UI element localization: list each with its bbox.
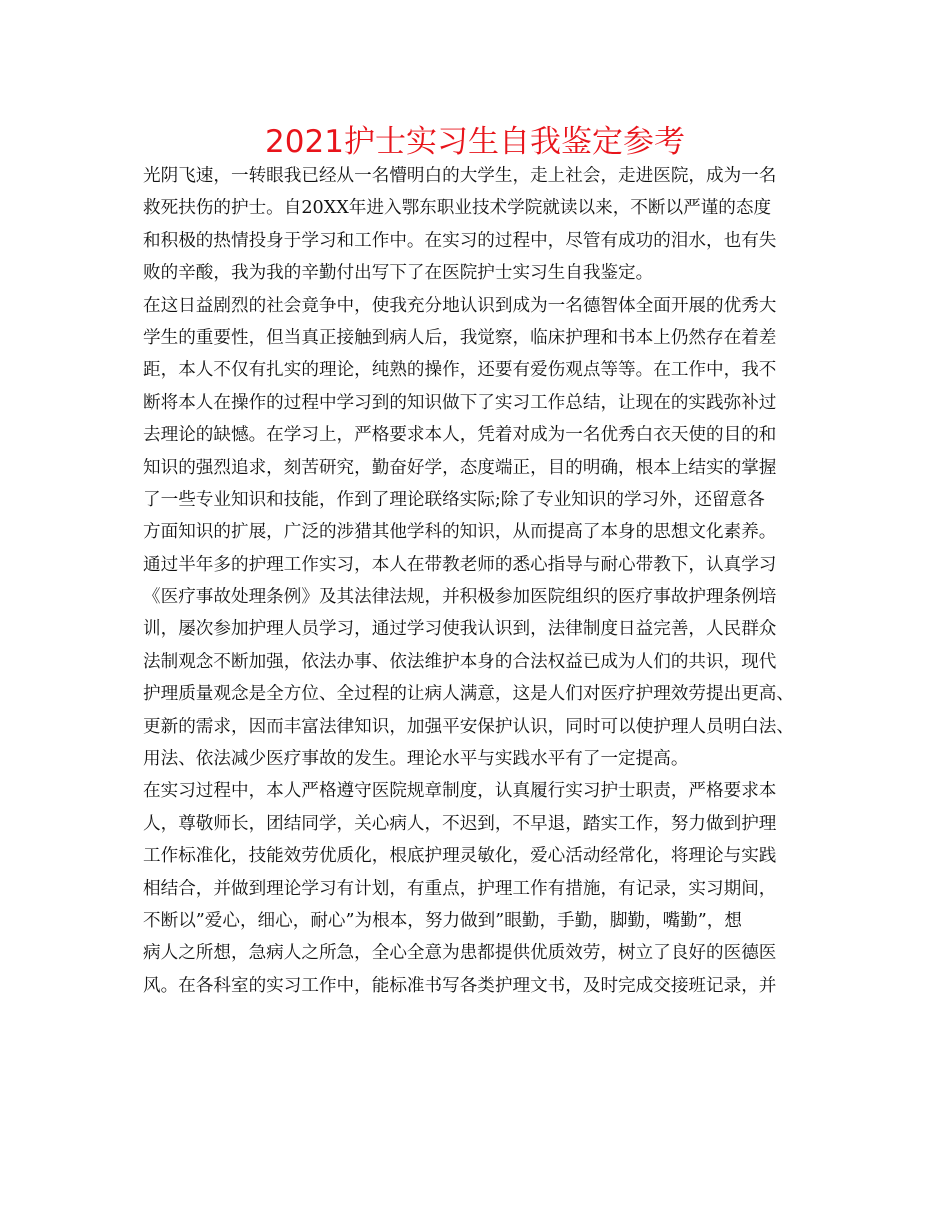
text-line: 救死扶伤的护士。自20XX年进入鄂东职业技术学院就读以来，不断以严谨的态度 [143, 198, 772, 219]
text-line: 训，屡次参加护理人员学习，通过学习使我认识到，法律制度日益完善，人民群众 [143, 619, 777, 640]
text-line: 病人之所想，急病人之所急，全心全意为患都提供优质效劳，树立了良好的医德医 [143, 943, 777, 964]
text-line: 《医疗事故处理条例》及其法律法规，并积极参加医院组织的医疗事故护理条例培 [143, 587, 777, 608]
text-line: 在这日益剧烈的社会竟争中，使我充分地认识到成为一名德智体全面开展的优秀大 [143, 295, 777, 316]
text-line: 方面知识的扩展，广泛的涉猎其他学科的知识，从而提高了本身的思想文化素养。 [143, 522, 777, 543]
text-line: 法制观念不断加强，依法办事、依法维护本身的合法权益已成为人们的共识，现代 [143, 651, 777, 672]
text-line: 人，尊敬师长，团结同学，关心病人，不迟到，不早退，踏实工作，努力做到护理 [143, 813, 777, 834]
text-line: 断将本人在操作的过程中学习到的知识做下了实习工作总结，让现在的实践弥补过 [143, 392, 777, 413]
text-line: 在实习过程中，本人严格遵守医院规章制度，认真履行实习护士职责，严格要求本 [143, 781, 777, 802]
text-line: 去理论的缺憾。在学习上，严格要求本人，凭着对成为一名优秀白衣天使的目的和 [143, 425, 777, 446]
text-line: 光阴飞速，一转眼我已经从一名懵明白的大学生，走上社会，走进医院，成为一名 [143, 166, 777, 186]
text-line: 用法、依法减少医疗事故的发生。理论水平与实践水平有了一定提高。 [143, 749, 689, 770]
text-line: 距，本人不仅有扎实的理论，纯熟的操作，还要有爱伤观点等等。在工作中，我不 [143, 360, 777, 381]
text-line: 败的辛酸，我为我的辛勤付出写下了在医院护士实习生自我鉴定。 [143, 263, 654, 284]
text-line: 学生的重要性，但当真正接触到病人后，我觉察，临床护理和书本上仍然存在着差 [143, 327, 777, 348]
text-line: 知识的强烈追求，刻苦研究，勤奋好学，态度端正，目的明确，根本上结实的掌握 [143, 457, 777, 478]
document-body [143, 160, 828, 1002]
text-line: 更新的需求，因而丰富法律知识，加强平安保护认识，同时可以使护理人员明白法、 [143, 716, 794, 737]
text-line: 通过半年多的护理工作实习，本人在带教老师的悉心指导与耐心带教下，认真学习 [143, 554, 777, 575]
document-title: 2021护士实习生自我鉴定参考 [265, 124, 685, 160]
text-line: 不断以”爱心，细心，耐心”为根本，努力做到”眼勤，手勤，脚勤，嘴勤”，想 [143, 910, 742, 931]
text-line: 和积极的热情投身于学习和工作中。在实习的过程中，尽管有成功的泪水，也有失 [143, 230, 777, 251]
text-line: 工作标准化，技能效劳优质化，根底护理灵敏化，爱心活动经常化，将理论与实践 [143, 846, 777, 867]
text-line: 护理质量观念是全方位、全过程的让病人满意，这是人们对医疗护理效劳提出更高、 [143, 684, 794, 705]
text-line: 风。在各科室的实习工作中，能标准书写各类护理文书，及时完成交接班记录，并 [143, 975, 777, 996]
text-line: 相结合，并做到理论学习有计划，有重点，护理工作有措施，有记录，实习期间， [143, 878, 777, 899]
text-line: 了一些专业知识和技能，作到了理论联络实际;除了专业知识的学习外，还留意各 [143, 489, 765, 510]
